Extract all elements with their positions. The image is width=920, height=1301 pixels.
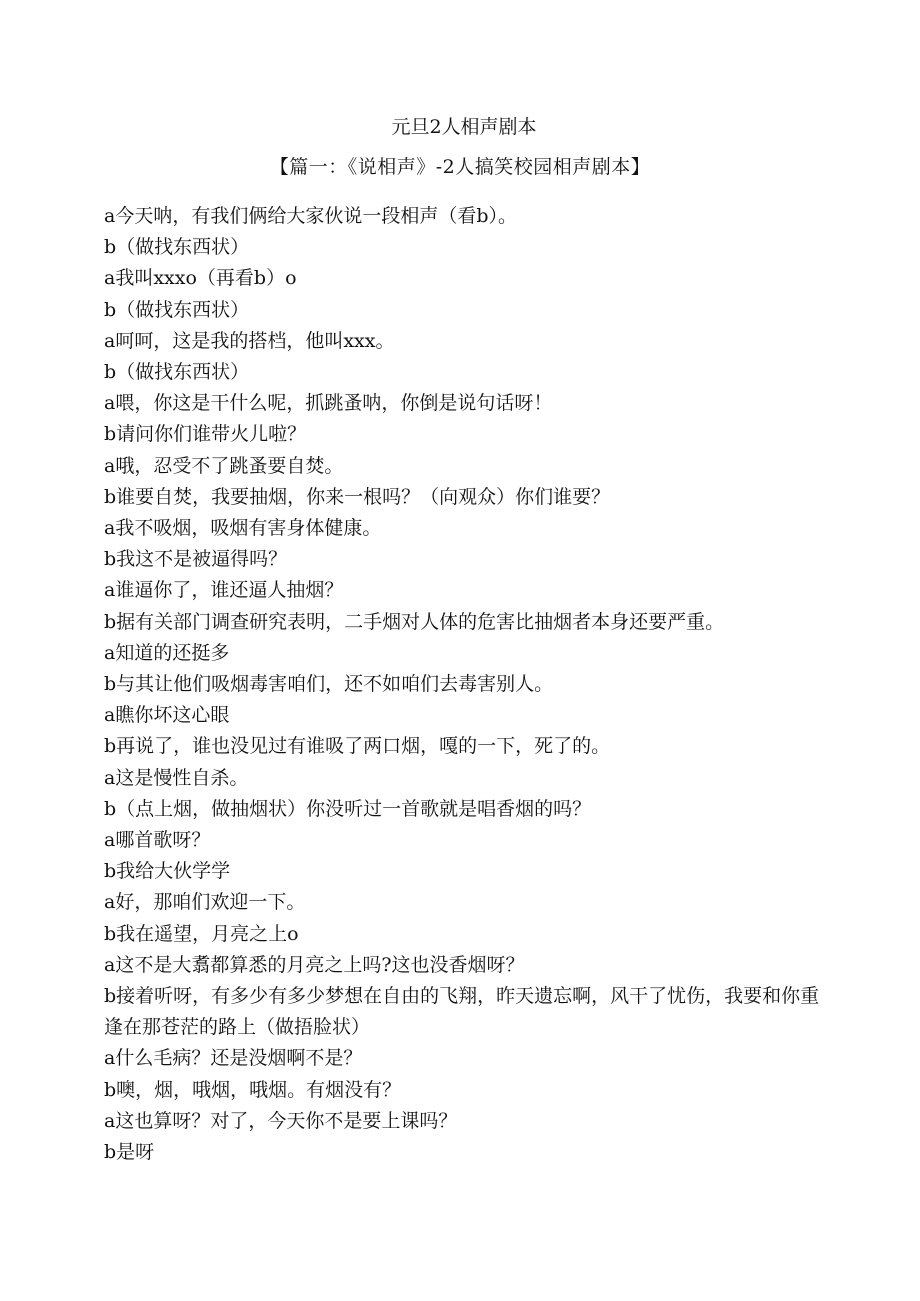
dialogue-line: b接着听呀，有多少有多少梦想在自由的飞翔，昨天遗忘啊，风干了忧伤，我要和你重逢在那苍茫的路上（做捂脸状）	[104, 985, 820, 1039]
dialogue-line: b（做找东西状）	[104, 298, 250, 321]
dialogue-line: b噢，烟，哦烟，哦烟。有烟没有？	[104, 1078, 402, 1101]
dialogue-line: b我给大伙学学	[104, 860, 231, 883]
dialogue-line: a哪首歌呀？	[104, 829, 211, 852]
dialogue-line: b我在遥望，月亮之上o	[104, 922, 299, 945]
dialogue-line: b据有关部门调查研究表明，二手烟对人体的危害比抽烟者本身还要严重。	[104, 610, 725, 633]
dialogue-line: a哦，忍受不了跳蚤要自焚。	[104, 454, 344, 477]
dialogue-line: b（做找东西状）	[104, 236, 250, 259]
dialogue-line: a谁逼你了，谁还逼人抽烟？	[104, 579, 344, 602]
dialogue-body	[104, 201, 824, 1168]
dialogue-line: a喂，你这是干什么呢，抓跳蚤呐，你倒是说句话呀！	[104, 392, 553, 415]
dialogue-line: b（点上烟，做抽烟状）你没听过一首歌就是唱香烟的吗？	[104, 797, 592, 820]
dialogue-line: a呵呵，这是我的搭档，他叫xxx。	[104, 329, 395, 352]
dialogue-line: b请问你们谁带火儿啦？	[104, 423, 307, 446]
dialogue-line: a什么毛病？还是没烟啊不是？	[104, 1047, 363, 1070]
dialogue-line: b与其让他们吸烟毒害咱们，还不如咱们去毒害别人。	[104, 673, 554, 696]
dialogue-line: a我不吸烟，吸烟有害身体健康。	[104, 517, 382, 540]
document-subtitle: 【篇一：《说相声》-2人搞笑校园相声剧本】	[269, 156, 651, 178]
dialogue-line: b（做找东西状）	[104, 361, 250, 384]
dialogue-line: b再说了，谁也没见过有谁吸了两口烟，嘎的一下，死了的。	[104, 735, 611, 758]
dialogue-line: a今天呐，有我们俩给大家伙说一段相声（看b）。	[104, 205, 517, 227]
dialogue-line: a知道的还挺多	[104, 641, 230, 664]
dialogue-line: a这不是大翥都算悉的月亮之上吗?这也没香烟呀？	[104, 953, 525, 976]
dialogue-line: b我这不是被逼得吗？	[104, 548, 288, 571]
dialogue-line: a瞧你坏这心眼	[104, 704, 230, 727]
dialogue-line: a我叫xxxo（再看b）o	[104, 267, 297, 290]
document-title: 元旦2人相声剧本	[391, 116, 537, 138]
dialogue-line: b是呀	[104, 1141, 155, 1164]
dialogue-line: a这是慢性自杀。	[104, 766, 249, 789]
dialogue-line: b谁要自焚，我要抽烟，你来一根吗？（向观众）你们谁要？	[104, 485, 611, 508]
dialogue-line: a这也算呀？对了，今天你不是要上课吗？	[104, 1109, 458, 1132]
dialogue-line: a好，那咱们欢迎一下。	[104, 891, 306, 914]
